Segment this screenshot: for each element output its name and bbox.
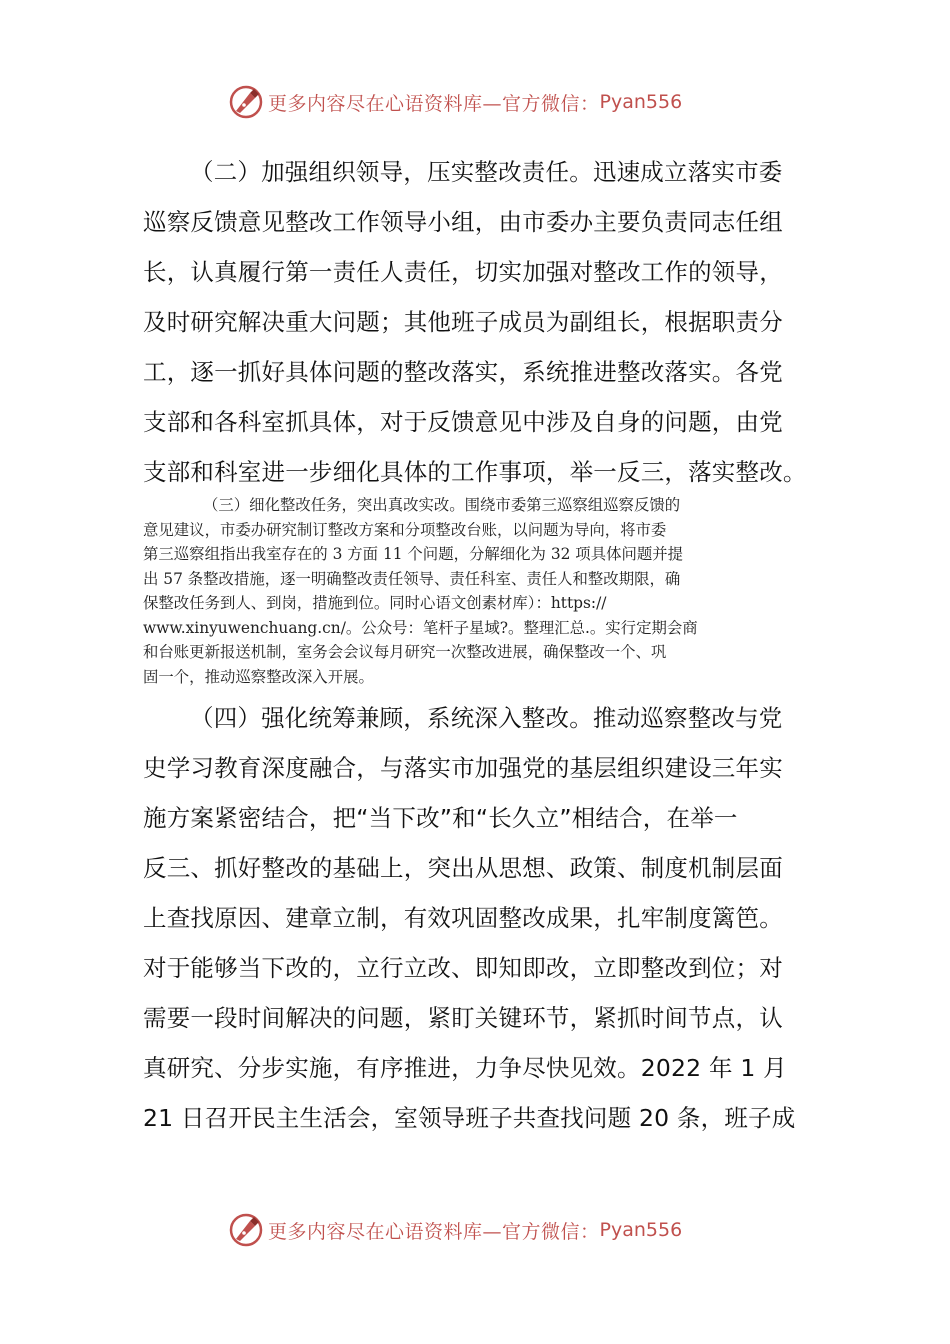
paragraph-line: 上查找原因、建章立制，有效巩固整改成果，扎牢制度篱笆。 — [143, 904, 783, 932]
paragraph-line: 21 日召开民主生活会，室领导班子共查找问题 20 条，班子成 — [143, 1104, 796, 1132]
paragraph-line: 出 57 条整改措施，逐一明确整改责任领导、责任科室、责任人和整改期限，确 — [143, 569, 681, 588]
paragraph-line: 真研究、分步实施，有序推进，力争尽快见效。2022 年 1 月 — [143, 1054, 787, 1082]
section-2-paragraph — [143, 147, 807, 497]
paragraph-line: 意见建议，市委办研究制订整改方案和分项整改台账，以问题为导向，将市委 — [143, 520, 667, 539]
paragraph-line: 和台账更新报送机制，室务会会议每月研究一次整改进展，确保整改一个、巩 — [143, 643, 667, 661]
paragraph-line: 支部和各科室抓具体，对于反馈意见中涉及自身的问题，由党 — [143, 408, 783, 436]
header-banner — [228, 82, 748, 122]
footer-banner — [228, 1210, 748, 1250]
paragraph-line: 对于能够当下改的，立行立改、即知即改，立即整改到位；对 — [143, 954, 783, 982]
paragraph-line: 反三、抓好整改的基础上，突出从思想、政策、制度机制层面 — [143, 854, 783, 882]
paragraph-line: 支部和科室进一步细化具体的工作事项，举一反三，落实整改。 — [143, 458, 807, 486]
banner-handle: Pyan556 — [599, 91, 683, 113]
paragraph-line: 及时研究解决重大问题；其他班子成员为副组长，根据职责分 — [143, 308, 783, 336]
section-3-paragraph — [143, 493, 808, 689]
paragraph-line: 史学习教育深度融合，与落实市加强党的基层组织建设三年实 — [143, 754, 783, 782]
paragraph-line: （三）细化整改任务，突出真改实改。围绕市委第三巡察组巡察反馈的 — [203, 496, 681, 514]
paragraph-line: 工，逐一抓好具体问题的整改落实，系统推进整改落实。各党 — [143, 358, 783, 386]
paragraph-line: www.xinyuwenchuang.cn/。公众号：笔杆子星域?。整理汇总.。实行定期会商 — [143, 618, 698, 637]
paragraph-line: 需要一段时间解决的问题，紧盯关键环节，紧抓时间节点，认 — [143, 1004, 783, 1032]
section-4-paragraph — [143, 693, 803, 1143]
paragraph-line: （四）强化统筹兼顾，系统深入整改。推动巡察整改与党 — [190, 704, 783, 732]
banner-handle: Pyan556 — [599, 1219, 683, 1241]
paragraph-line: 巡察反馈意见整改工作领导小组，由市委办主要负责同志任组 — [143, 208, 783, 236]
banner-text: 更多内容尽在心语资料库—官方微信： — [268, 1220, 600, 1243]
paragraph-line: 长，认真履行第一责任人责任，切实加强对整改工作的领导， — [143, 258, 783, 286]
paragraph-line: 施方案紧密结合，把“当下改”和“长久立”相结合，在举一 — [143, 804, 738, 832]
pen-nib-logo-icon — [228, 1212, 264, 1248]
paragraph-line: （二）加强组织领导，压实整改责任。迅速成立落实市委 — [190, 158, 783, 186]
paragraph-line: 固一个，推动巡察整改深入开展。 — [143, 667, 374, 686]
banner-text: 更多内容尽在心语资料库—官方微信： — [268, 92, 600, 115]
paragraph-line: 保整改任务到人、到岗，措施到位。同时心语文创素材库）：https:// — [143, 594, 607, 612]
pen-nib-logo-icon — [228, 84, 264, 120]
paragraph-line: 第三巡察组指出我室存在的 3 方面 11 个问题，分解细化为 32 项具体问题并提 — [143, 545, 684, 563]
